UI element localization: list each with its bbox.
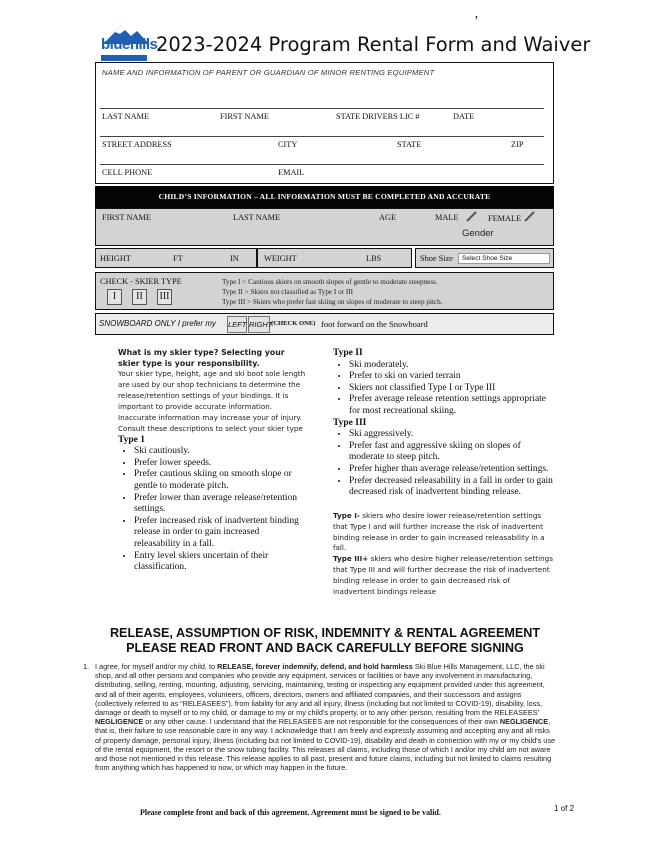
- type-i-minus-label: Type I-: [333, 510, 360, 520]
- child-age-label: AGE: [379, 213, 397, 222]
- list-item: • Prefer higher than average release/retention settings.: [349, 464, 553, 476]
- snowboard-suffix: foot forward on the Snowboard: [321, 319, 428, 329]
- parent-date-label: DATE: [453, 112, 475, 121]
- parent-zip-label: ZIP: [511, 140, 524, 149]
- child-first-name-label: FIRST NAME: [102, 213, 151, 222]
- check-one-label: (CHECK ONE): [271, 320, 316, 327]
- weight-label: WEIGHT: [264, 254, 297, 263]
- parent-row2-line: [100, 136, 544, 137]
- release-bold-3: NEGLIGENCE: [499, 717, 549, 727]
- list-item: • Ski moderately.: [349, 360, 553, 372]
- list-item: • Ski cautiously.: [134, 446, 308, 458]
- list-item: • Skiers not classified Type I or Type III: [349, 383, 553, 395]
- left-foot-checkbox[interactable]: LEFT: [227, 316, 247, 333]
- female-label: FEMALE: [488, 214, 522, 223]
- skier-info-right-column: [333, 348, 553, 598]
- type-ii-desc: Type II > Skiers not classified as Type I or III: [222, 288, 354, 296]
- list-item: • Prefer lower than average release/retention settings.: [134, 493, 308, 516]
- release-text-1: I agree, for myself and/or my child, to: [95, 662, 216, 671]
- parent-last-name-label: LAST NAME: [102, 112, 150, 121]
- gender-field[interactable]: Gender: [462, 228, 494, 239]
- type1-title: Type 1: [118, 434, 146, 445]
- shoe-size-select[interactable]: Select Shoe Size: [458, 253, 550, 264]
- parent-section-label: NAME AND INFORMATION OF PARENT OR GUARDIAN OF MINOR RENTING EQUIPMENT: [102, 68, 435, 77]
- stray-mark: ’: [474, 14, 479, 29]
- parent-license-label: STATE DRIVERS LIC #: [336, 112, 420, 121]
- type-iii-plus-text: skiers who desire higher release/retention settings that Type III and will further decrease the risk of inadvertent binding release in order to gain decreased risk of inadvertent bindings release: [333, 554, 553, 597]
- parent-cell-label: CELL PHONE: [102, 168, 153, 177]
- footer-note: Please complete front and back of this agreement. Agreement must be signed to be valid.: [140, 808, 441, 817]
- parent-city-label: CITY: [278, 140, 298, 149]
- snowboard-prefix: SNOWBOARD ONLY I prefer my: [99, 319, 216, 328]
- parent-first-name-label: FIRST NAME: [220, 112, 269, 121]
- male-label: MALE: [435, 213, 459, 222]
- parent-row3-line: [100, 164, 544, 165]
- parent-state-label: STATE: [397, 140, 422, 149]
- list-item: • Prefer lower speeds.: [134, 458, 308, 470]
- child-name-row[interactable]: [95, 208, 554, 246]
- skier-info-intro: Your skier type, height, age and ski boot sole length are used by our shop technicians to determine the release/retention settings of your bindings. It is important to provide accurate information. Inaccurate information may increase your of injury. Consult these descriptions to select your skier type: [118, 369, 306, 433]
- list-item: • Prefer increased risk of inadvertent binding release in order to gain increased releasability in a fall.: [134, 516, 308, 551]
- type-iii-checkbox[interactable]: III: [157, 289, 172, 305]
- lbs-label: LBS: [366, 254, 382, 263]
- page-number: 1 of 2: [554, 804, 575, 813]
- list-item: • Prefer fast and aggressive skiing on slopes of moderate to steep pitch.: [349, 441, 553, 464]
- type-i-checkbox[interactable]: I: [107, 289, 122, 305]
- parent-street-label: STREET ADDRESS: [102, 140, 172, 149]
- type-i-minus-paragraph: [333, 511, 553, 555]
- check-skier-type-label: CHECK - SKIER TYPE: [100, 277, 182, 286]
- logo-text: bluehills: [101, 36, 158, 53]
- height-label: HEIGHT: [100, 254, 131, 263]
- shoe-size-label: Shoe Size: [420, 254, 453, 263]
- list-item: • Prefer decreased releasability in a fall in order to gain decreased risk of inadvertent binding release.: [349, 476, 553, 499]
- release-paragraph: [95, 662, 557, 772]
- type3-list: [333, 429, 553, 499]
- female-pencil-icon[interactable]: [524, 211, 535, 222]
- list-item: • Prefer average release retention settings appropriate for most recreational skiing.: [349, 394, 553, 417]
- parent-email-label: EMAIL: [278, 168, 305, 177]
- release-para-number: 1.: [83, 662, 90, 671]
- type3-title: Type III: [333, 417, 367, 428]
- child-last-name-label: LAST NAME: [233, 213, 281, 222]
- release-subtitle: PLEASE READ FRONT AND BACK CAREFULLY BEFORE SIGNING: [126, 641, 524, 655]
- list-item: • Prefer to ski on varied terrain: [349, 371, 553, 383]
- in-label: IN: [230, 254, 239, 263]
- child-info-banner: CHILD’S INFORMATION – ALL INFORMATION MUST BE COMPLETED AND ACCURATE: [95, 186, 554, 208]
- type-i-minus-text: skiers who desire lower release/retention settings that Type I and will further increase the risk of inadvertent binding release in order to gain increased releasability in a fall.: [333, 510, 545, 553]
- type-ii-checkbox[interactable]: II: [132, 289, 147, 305]
- type-iii-desc: Type III > Skiers who prefer fast skiing on slopes of moderate to steep pitch.: [222, 298, 443, 306]
- skier-type-descriptions: [222, 277, 443, 307]
- release-title: RELEASE, ASSUMPTION OF RISK, INDEMNITY & RENTAL AGREEMENT: [109, 626, 541, 640]
- release-text-2: Ski Blue Hills Management, LLC, the ski shop, and all other persons and companies who provide any equipment, services or facilities or have any involvement in manufacturing, distributing, selling, renting, mounting, adjusting, servicing, maintaining, testing or inspecting any equipment provided under this agreement, and all of their agents, employees, volunteers, officers, directors, owners and affiliated companies, and their successors and assigns (collectively referred to as “RELEASEES”), from liability for any and all injury, illness (including but not limited to COVID-19), disability, loss, damage or death to myself or to my child, or damage to my or my child’s property, or to any other person, resulting from the RELEASEES’: [95, 662, 545, 718]
- release-bold-1: RELEASE, forever indemnify, defend, and hold harmless: [217, 662, 413, 671]
- type2-list: [333, 360, 553, 418]
- release-text-3: or any other cause. I understand that the RELEASEES are not responsible for the consequences of their own: [145, 717, 498, 727]
- ft-label: FT: [173, 254, 183, 263]
- type1-list: [118, 446, 308, 574]
- list-item: • Ski aggressively.: [349, 429, 553, 441]
- type2-title: Type II: [333, 348, 363, 358]
- type-iii-plus-paragraph: [333, 554, 553, 598]
- page-title: 2023-2024 Program Rental Form and Waiver: [156, 33, 591, 56]
- type-i-desc: Type I > Cautious skiers on smooth slopes of gentle to moderate steepness.: [222, 278, 438, 286]
- male-pencil-icon[interactable]: [466, 211, 477, 222]
- list-item: • Prefer cautious skiing on smooth slope or gentle to moderate pitch.: [134, 469, 308, 492]
- parent-row1-line: [100, 108, 544, 109]
- skier-info-left-column: [118, 348, 308, 574]
- skier-info-heading: What is my skier type? Selecting your skier type is your responsibility.: [118, 348, 285, 368]
- list-item: • Entry level skiers uncertain of their classification.: [134, 551, 308, 574]
- logo-bar: [101, 55, 147, 61]
- release-bold-2: NEGLIGENCE: [95, 717, 144, 727]
- type-iii-plus-label: Type III+: [333, 554, 369, 564]
- right-foot-checkbox[interactable]: RIGHT: [248, 316, 270, 333]
- parent-info-box: [95, 62, 554, 184]
- release-text-4: , that is, their failure to use reasonable care in any way. I acknowledge that I am freely and expressly assuming and accepting any and all risks of property damage, personal injury, illness (including but not limited to COVID-19), disability and death in connection with my or my child’s use of the rental equipment, the resort or the snow tubing facility. This releases all claims, including those of which I and/or my child am not aware and those not mentioned in this release. This release applies to all past, present and future claims, including but not limited to claims resulting from anything which has happened to now, or which may happen in the future.: [95, 717, 556, 773]
